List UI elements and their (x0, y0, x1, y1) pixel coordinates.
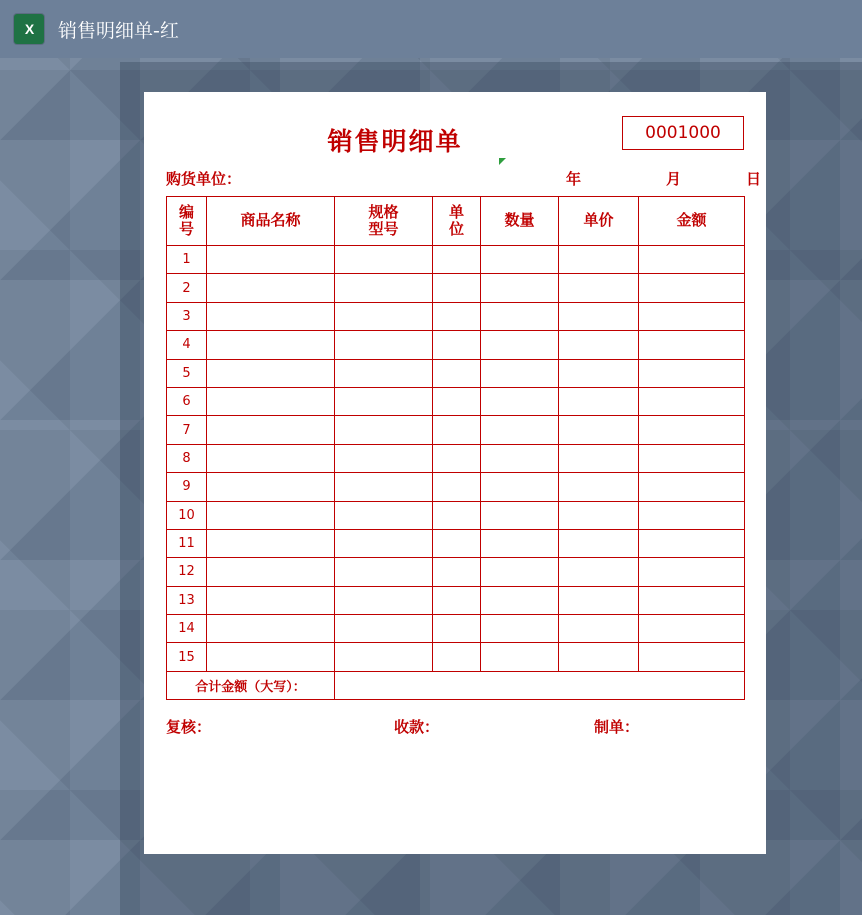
document-title: 销售明细单-红 (58, 19, 179, 42)
cell-price[interactable] (559, 302, 639, 330)
cell-amount[interactable] (639, 558, 745, 586)
cell-name[interactable] (207, 359, 335, 387)
cell-unit[interactable] (433, 586, 481, 614)
cell-spec[interactable] (335, 501, 433, 529)
column-header-unit-line1: 单 (448, 202, 464, 221)
cell-amount[interactable] (639, 643, 745, 671)
cell-spec[interactable] (335, 246, 433, 274)
cell-name[interactable] (207, 387, 335, 415)
row-index: 11 (167, 529, 207, 557)
cell-qty[interactable] (481, 246, 559, 274)
cell-unit[interactable] (433, 529, 481, 557)
row-index: 6 (167, 387, 207, 415)
cell-price[interactable] (559, 416, 639, 444)
cell-price[interactable] (559, 274, 639, 302)
cell-spec[interactable] (335, 473, 433, 501)
row-index: 7 (167, 416, 207, 444)
table-row (167, 416, 745, 444)
cell-qty[interactable] (481, 501, 559, 529)
cell-name[interactable] (207, 558, 335, 586)
row-index: 8 (167, 444, 207, 472)
cell-price[interactable] (559, 529, 639, 557)
cell-price[interactable] (559, 643, 639, 671)
row-index: 10 (167, 501, 207, 529)
column-header-spec-line1: 规格 (368, 202, 399, 221)
document-sheet (144, 92, 766, 854)
cell-unit[interactable] (433, 359, 481, 387)
cell-spec[interactable] (335, 615, 433, 643)
excel-icon-glyph: X (24, 21, 34, 37)
cell-name[interactable] (207, 246, 335, 274)
cell-name[interactable] (207, 643, 335, 671)
table-header-row (167, 197, 745, 246)
row-index: 3 (167, 302, 207, 330)
cell-amount[interactable] (639, 302, 745, 330)
cell-spec[interactable] (335, 359, 433, 387)
total-row (167, 671, 745, 699)
cell-qty[interactable] (481, 586, 559, 614)
table-row (167, 302, 745, 330)
cell-unit[interactable] (433, 331, 481, 359)
cell-name[interactable] (207, 416, 335, 444)
excel-file-icon (14, 14, 44, 44)
row-index: 14 (167, 615, 207, 643)
cashier-label: 收款： (394, 718, 440, 737)
table-row (167, 615, 745, 643)
column-header-name: 商品名称 (207, 197, 335, 246)
cell-unit[interactable] (433, 246, 481, 274)
cell-spec[interactable] (335, 302, 433, 330)
total-value[interactable] (335, 671, 745, 699)
cell-price[interactable] (559, 387, 639, 415)
cell-unit[interactable] (433, 444, 481, 472)
cell-unit[interactable] (433, 416, 481, 444)
table-row (167, 643, 745, 671)
day-label: 日 (746, 170, 762, 188)
cell-price[interactable] (559, 473, 639, 501)
column-header-unit (433, 197, 481, 246)
column-header-spec-line2: 型号 (368, 220, 399, 238)
table-row (167, 246, 745, 274)
cell-qty[interactable] (481, 331, 559, 359)
cell-unit[interactable] (433, 558, 481, 586)
cell-qty[interactable] (481, 302, 559, 330)
cell-name[interactable] (207, 274, 335, 302)
column-header-amount: 金额 (639, 197, 745, 246)
title-row (166, 110, 744, 164)
table-row (167, 359, 745, 387)
cell-amount[interactable] (639, 387, 745, 415)
column-header-no-line1: 编 (178, 202, 194, 221)
table-row (167, 331, 745, 359)
cell-price[interactable] (559, 246, 639, 274)
cell-amount[interactable] (639, 274, 745, 302)
cell-name[interactable] (207, 586, 335, 614)
table-row (167, 387, 745, 415)
row-index: 15 (167, 643, 207, 671)
cell-qty[interactable] (481, 529, 559, 557)
cell-amount[interactable] (639, 331, 745, 359)
row-index: 13 (167, 586, 207, 614)
cell-qty[interactable] (481, 643, 559, 671)
cell-spec[interactable] (335, 529, 433, 557)
cell-name[interactable] (207, 331, 335, 359)
cell-spec[interactable] (335, 444, 433, 472)
cell-amount[interactable] (639, 473, 745, 501)
table-row (167, 444, 745, 472)
window-title-bar (0, 0, 862, 58)
cell-price[interactable] (559, 558, 639, 586)
signature-row (166, 710, 744, 744)
cell-qty[interactable] (481, 359, 559, 387)
table-row (167, 274, 745, 302)
row-index: 1 (167, 246, 207, 274)
cell-qty[interactable] (481, 473, 559, 501)
cell-name[interactable] (207, 444, 335, 472)
cell-qty[interactable] (481, 558, 559, 586)
cell-spec[interactable] (335, 643, 433, 671)
row-index: 12 (167, 558, 207, 586)
form-title: 销售明细单 (327, 127, 463, 156)
cell-qty[interactable] (481, 416, 559, 444)
total-label: 合计金额（大写）： (167, 671, 335, 699)
serial-number-box[interactable]: 0001000 (622, 116, 744, 150)
cell-amount[interactable] (639, 359, 745, 387)
cell-price[interactable] (559, 501, 639, 529)
table-row (167, 529, 745, 557)
cell-unit[interactable] (433, 387, 481, 415)
cell-price[interactable] (559, 331, 639, 359)
cell-spec[interactable] (335, 331, 433, 359)
row-index: 4 (167, 331, 207, 359)
sales-detail-table (166, 196, 745, 700)
cell-amount[interactable] (639, 501, 745, 529)
column-header-unit-line2: 位 (448, 220, 464, 238)
table-row (167, 501, 745, 529)
column-header-no-line2: 号 (178, 220, 194, 238)
row-index: 5 (167, 359, 207, 387)
cell-name[interactable] (207, 302, 335, 330)
cell-unit[interactable] (433, 274, 481, 302)
cell-amount[interactable] (639, 444, 745, 472)
cell-unit[interactable] (433, 643, 481, 671)
cell-name[interactable] (207, 501, 335, 529)
cell-amount[interactable] (639, 246, 745, 274)
cell-name[interactable] (207, 473, 335, 501)
cell-qty[interactable] (481, 274, 559, 302)
sheet-content (166, 110, 762, 840)
cell-spec[interactable] (335, 274, 433, 302)
cell-qty[interactable] (481, 444, 559, 472)
cell-amount[interactable] (639, 416, 745, 444)
meta-row (166, 164, 762, 194)
cell-qty[interactable] (481, 615, 559, 643)
cell-unit[interactable] (433, 615, 481, 643)
cell-unit[interactable] (433, 473, 481, 501)
cell-unit[interactable] (433, 302, 481, 330)
cell-amount[interactable] (639, 615, 745, 643)
month-label: 月 (666, 170, 682, 188)
cell-spec[interactable] (335, 558, 433, 586)
cell-price[interactable] (559, 615, 639, 643)
column-header-qty: 数量 (481, 197, 559, 246)
cell-name[interactable] (207, 615, 335, 643)
cell-spec[interactable] (335, 387, 433, 415)
cell-unit[interactable] (433, 501, 481, 529)
column-header-price: 单价 (559, 197, 639, 246)
cell-name[interactable] (207, 529, 335, 557)
cell-amount[interactable] (639, 529, 745, 557)
row-index: 2 (167, 274, 207, 302)
column-header-no (167, 197, 207, 246)
maker-label: 制单： (594, 718, 640, 737)
buyer-label: 购货单位： (166, 170, 242, 188)
reviewer-label: 复核： (166, 718, 212, 737)
cell-spec[interactable] (335, 586, 433, 614)
cell-price[interactable] (559, 359, 639, 387)
cell-amount[interactable] (639, 586, 745, 614)
row-index: 9 (167, 473, 207, 501)
cell-spec[interactable] (335, 416, 433, 444)
table-row (167, 586, 745, 614)
cell-price[interactable] (559, 586, 639, 614)
table-row (167, 473, 745, 501)
cell-qty[interactable] (481, 387, 559, 415)
column-header-spec (335, 197, 433, 246)
year-label: 年 (566, 170, 582, 188)
table-row (167, 558, 745, 586)
cell-price[interactable] (559, 444, 639, 472)
